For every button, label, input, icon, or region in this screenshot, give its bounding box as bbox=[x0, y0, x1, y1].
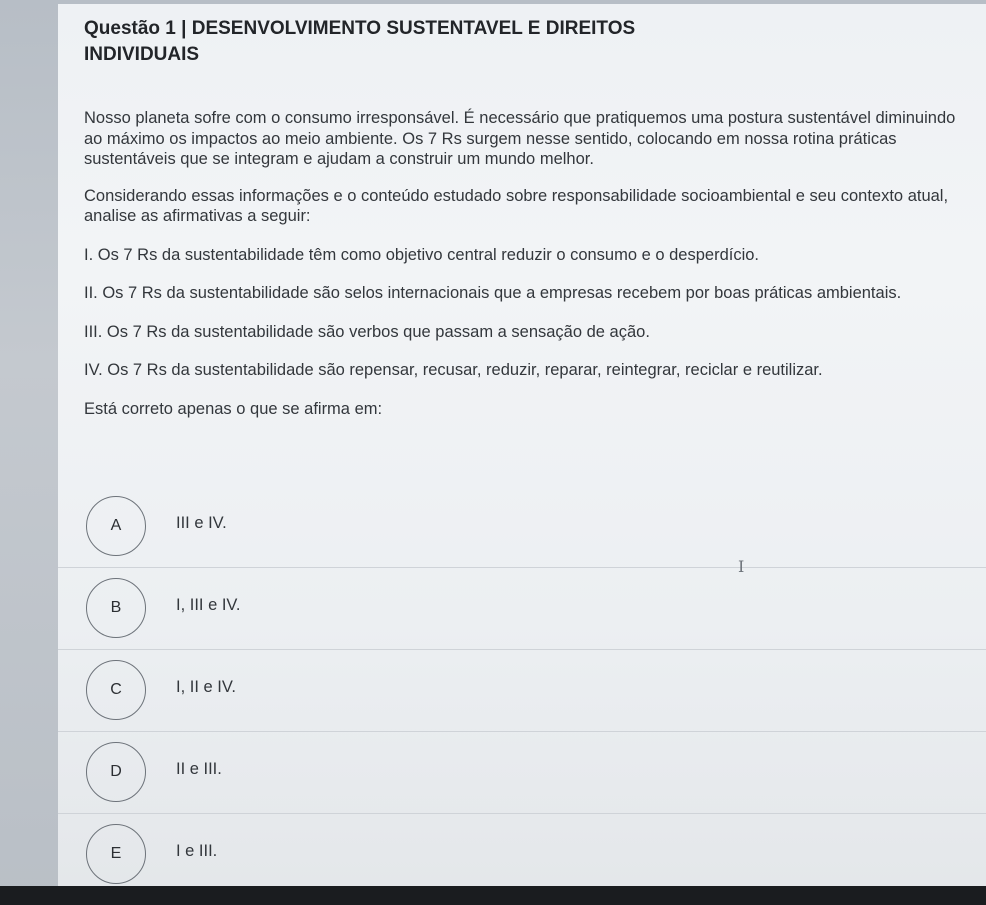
question-card bbox=[58, 4, 986, 886]
question-prompt: Está correto apenas o que se afirma em: bbox=[84, 399, 383, 418]
option-letter-d[interactable]: D bbox=[86, 742, 146, 802]
option-text-a[interactable]: III e IV. bbox=[176, 514, 227, 532]
option-text-b[interactable]: I, III e IV. bbox=[176, 596, 241, 614]
statement-1: I. Os 7 Rs da sustentabilidade têm como objetivo central reduzir o consumo e o desperdício. bbox=[84, 245, 760, 264]
option-text-c[interactable]: I, II e IV. bbox=[176, 678, 236, 696]
option-c[interactable] bbox=[58, 650, 986, 732]
option-text-d[interactable]: II e III. bbox=[176, 760, 222, 778]
question-title: Questão 1 | DESENVOLVIMENTO SUSTENTAVEL E DIREITOS INDIVIDUAIS bbox=[84, 18, 636, 65]
answer-options bbox=[58, 486, 986, 896]
screen-bezel bbox=[0, 886, 986, 905]
option-letter-a[interactable]: A bbox=[86, 496, 146, 556]
option-e[interactable] bbox=[58, 814, 986, 896]
option-b[interactable] bbox=[58, 568, 986, 650]
option-text-e[interactable]: I e III. bbox=[176, 842, 218, 860]
option-letter-e[interactable]: E bbox=[86, 824, 146, 884]
statement-3: III. Os 7 Rs da sustentabilidade são verbos que passam a sensação de ação. bbox=[84, 322, 650, 341]
option-letter-b[interactable]: B bbox=[86, 578, 146, 638]
statement-2: II. Os 7 Rs da sustentabilidade são selos internacionais que a empresas recebem por boas práticas ambientais. bbox=[84, 284, 902, 302]
option-a[interactable] bbox=[58, 486, 986, 576]
statement-4: IV. Os 7 Rs da sustentabilidade são repensar, recusar, reduzir, reparar, reintegrar, reciclar e reutilizar. bbox=[84, 361, 823, 379]
option-d[interactable] bbox=[58, 732, 986, 814]
question-context: Considerando essas informações e o conteúdo estudado sobre responsabilidade socioambiental e seu contexto atual, analise as afirmativas a seguir: bbox=[84, 186, 949, 225]
question-intro: Nosso planeta sofre com o consumo irresponsável. É necessário que pratiquemos uma postura sustentável diminuindo ao máximo os impactos ao meio ambiente. Os 7 Rs surgem nesse sentido, colocando em nossa rotina práticas sustentáveis que se integram e ajudam a construir um mundo melhor. bbox=[84, 109, 956, 168]
text-cursor-icon: I bbox=[738, 557, 745, 576]
option-letter-c[interactable]: C bbox=[86, 660, 146, 720]
